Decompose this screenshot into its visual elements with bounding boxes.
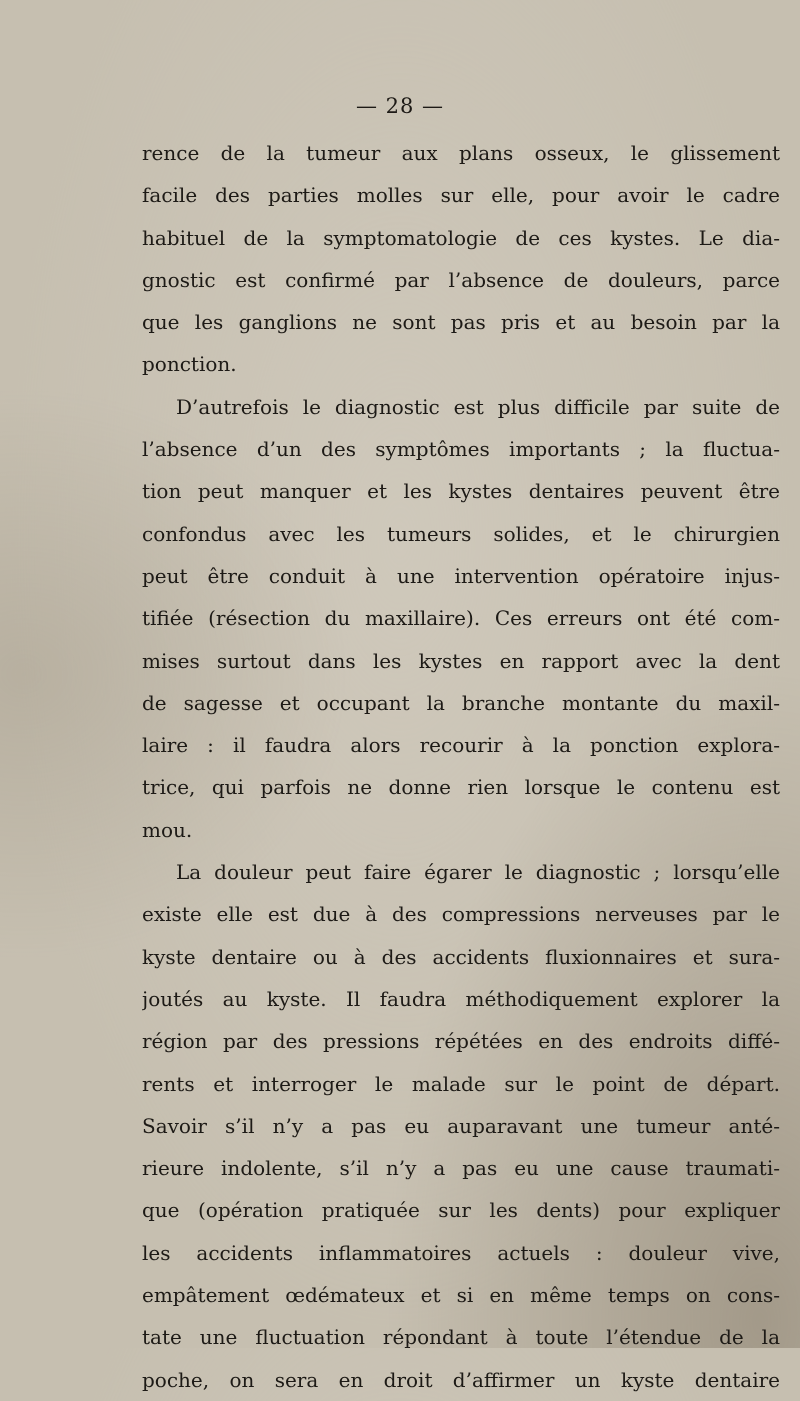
text-line: gnostic est confirmé par l’absence de douleurs, parce <box>142 267 780 292</box>
text-line: mou. <box>142 817 193 842</box>
text-line: La douleur peut faire égarer le diagnostic ; lorsqu’elle <box>176 860 780 885</box>
body-text <box>142 132 780 1401</box>
text-line: rents et interroger le malade sur le point de départ. <box>142 1071 780 1096</box>
text-line: empâtement œdémateux et si en même temps on cons- <box>142 1283 780 1308</box>
text-line: D’autrefois le diagnostic est plus difficile par suite de <box>176 394 780 419</box>
text-line: l’absence d’un des symptômes importants ; la fluctua- <box>142 437 780 462</box>
text-line: tifiée (résection du maxillaire). Ces erreurs ont été com- <box>142 606 780 631</box>
text-line: que (opération pratiquée sur les dents) pour expliquer <box>142 1198 780 1223</box>
text-line: laire : il faudra alors recourir à la ponction explora- <box>142 733 780 758</box>
text-line: de sagesse et occupant la branche montante du maxil- <box>142 690 780 715</box>
text-line: tion peut manquer et les kystes dentaires peuvent être <box>142 479 780 504</box>
text-line: région par des pressions répétées en des endroits diffé- <box>142 1029 780 1054</box>
text-line: poche, on sera en droit d’affirmer un kyste dentaire <box>142 1367 780 1392</box>
text-line: trice, qui parfois ne donne rien lorsque le contenu est <box>142 775 780 800</box>
text-line: ponction. <box>142 352 237 377</box>
text-line: tate une fluctuation répondant à toute l’étendue de la <box>142 1325 780 1350</box>
text-line: les accidents inflammatoires actuels : douleur vive, <box>142 1240 780 1265</box>
text-line: Savoir s’il n’y a pas eu auparavant une tumeur anté- <box>142 1113 780 1138</box>
text-line: facile des parties molles sur elle, pour avoir le cadre <box>142 183 780 208</box>
text-line: joutés au kyste. Il faudra méthodiquement explorer la <box>142 986 780 1011</box>
text-line: kyste dentaire ou à des accidents fluxionnaires et sura- <box>142 944 780 969</box>
page-number: — 28 — <box>355 94 445 118</box>
text-line: peut être conduit à une intervention opératoire injus- <box>142 563 780 588</box>
text-line: confondus avec les tumeurs solides, et le chirurgien <box>142 521 780 546</box>
text-line: que les ganglions ne sont pas pris et au besoin par la <box>142 310 780 335</box>
text-line: rieure indolente, s’il n’y a pas eu une cause traumati- <box>142 1156 780 1181</box>
text-line: habituel de la symptomatologie de ces kystes. Le dia- <box>142 225 780 250</box>
text-line: mises surtout dans les kystes en rapport avec la dent <box>142 648 780 673</box>
text-line: existe elle est due à des compressions nerveuses par le <box>142 902 780 927</box>
text-line: rence de la tumeur aux plans osseux, le glissement <box>142 141 780 165</box>
